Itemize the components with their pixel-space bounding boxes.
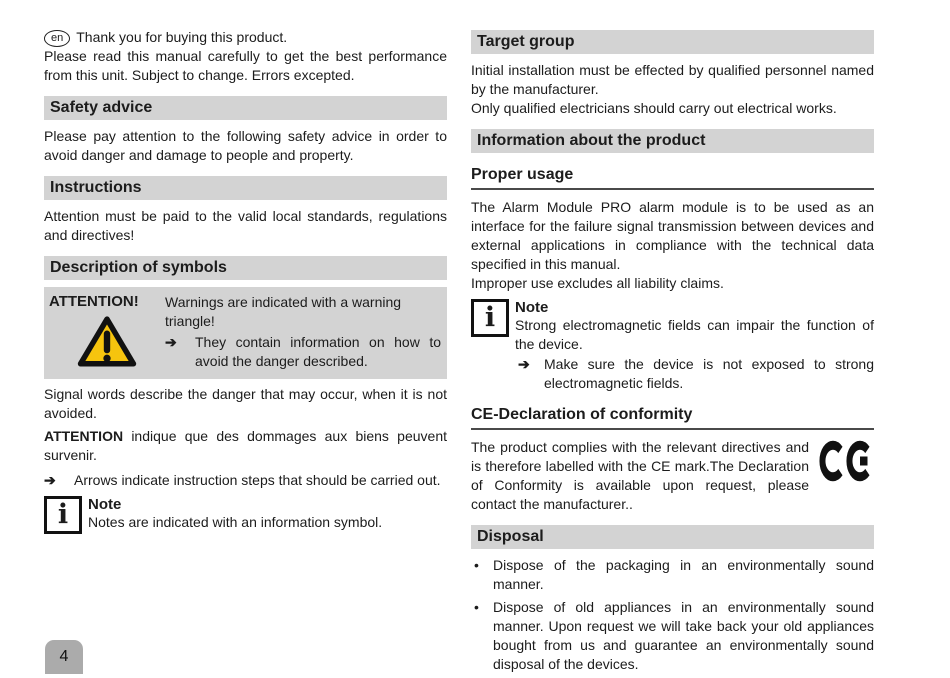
warning-arrow-item xyxy=(165,333,441,371)
arrow-icon: ➔ xyxy=(44,472,56,488)
ce-declaration-text: The product complies with the relevant directives and is therefore labelled with the CE mark.The Declaration of Conformity is available upon request, please contact the manufacturer.. xyxy=(471,439,809,512)
heading-instructions: Instructions xyxy=(44,176,447,200)
info-icon: i xyxy=(471,299,509,337)
attention-fr-label: ATTENTION xyxy=(44,428,124,444)
disposal-bullet-1-text: Dispose of the packaging in an environmentally sound manner. xyxy=(493,557,874,592)
language-badge: en xyxy=(44,30,70,47)
note-title: Note xyxy=(88,496,122,513)
attention-box-text xyxy=(165,293,441,371)
arrow-icon: ➔ xyxy=(518,356,530,372)
signal-words-text: Signal words describe the danger that may occur, when it is not avoided. xyxy=(44,386,447,421)
info-icon: i xyxy=(44,496,82,534)
intro-first-line xyxy=(44,28,447,47)
heading-disposal: Disposal xyxy=(471,525,874,549)
disposal-bullet-2 xyxy=(471,598,874,674)
heading-safety-advice: Safety advice xyxy=(44,96,447,120)
ce-mark-icon xyxy=(819,440,874,482)
bullet-icon: • xyxy=(474,599,479,615)
page-number-tab xyxy=(45,640,83,674)
note-body: Strong electromagnetic fields can impair the function of the device. xyxy=(515,317,874,352)
heading-proper-usage: Proper usage xyxy=(471,163,874,190)
attention-fr-rest: indique que des dommages aux biens peuvent survenir. xyxy=(44,428,447,463)
attention-box xyxy=(44,287,447,379)
safety-advice-text: Please pay attention to the following safety advice in order to avoid danger and damage to people and property. xyxy=(44,128,447,163)
heading-product-information: Information about the product xyxy=(471,129,874,153)
attention-fr-text xyxy=(44,427,447,465)
left-column xyxy=(44,28,447,678)
arrows-instruction-text: Arrows indicate instruction steps that should be carried out. xyxy=(74,472,441,488)
intro-thanks-text: Thank you for buying this product. xyxy=(76,29,288,45)
note-block-symbols xyxy=(44,496,447,534)
warning-triangle-icon xyxy=(76,313,138,369)
instructions-text: Attention must be paid to the valid local standards, regulations and directives! xyxy=(44,208,447,243)
arrow-icon: ➔ xyxy=(165,334,177,350)
intro-body-text: Please read this manual carefully to get the best performance from this unit. Subject to change. Errors excepted. xyxy=(44,48,447,83)
heading-ce-declaration: CE-Declaration of conformity xyxy=(471,403,874,430)
attention-box-left xyxy=(49,293,165,371)
note-content xyxy=(515,299,874,393)
ce-declaration-block xyxy=(471,438,874,514)
disposal-bullet-1 xyxy=(471,556,874,594)
warning-arrow-text: They contain information on how to avoid the danger described. xyxy=(195,334,441,369)
page-number: 4 xyxy=(59,648,69,665)
warning-description: Warnings are indicated with a warning triangle! xyxy=(165,294,402,329)
proper-usage-text-1: The Alarm Module PRO alarm module is to be used as an interface for the failure signal transmission between devices and external applications in compliance with the technical data specified in this manual. xyxy=(471,199,874,272)
target-group-text-2: Only qualified electricians should carry out electrical works. xyxy=(471,100,837,116)
proper-usage-text-2: Improper use excludes all liability claims. xyxy=(471,275,724,291)
note-arrow-item xyxy=(515,355,874,393)
bullet-icon: • xyxy=(474,557,479,573)
right-column xyxy=(471,28,874,678)
note-body: Notes are indicated with an information symbol. xyxy=(88,514,383,530)
arrows-instruction-item xyxy=(44,471,447,490)
heading-description-of-symbols: Description of symbols xyxy=(44,256,447,280)
note-content xyxy=(88,496,447,534)
note-block-emf xyxy=(471,299,874,393)
disposal-bullet-2-text: Dispose of old appliances in an environmentally sound manner. Upon request we will take back your old appliances bought from us and guarantee an environmentally sound disposal of the devices. xyxy=(493,599,874,672)
attention-label: ATTENTION! xyxy=(49,293,139,310)
note-title: Note xyxy=(515,299,549,316)
note-arrow-text: Make sure the device is not exposed to strong electromagnetic fields. xyxy=(544,356,874,391)
heading-target-group: Target group xyxy=(471,30,874,54)
target-group-text-1: Initial installation must be effected by qualified personnel named by the manufacturer. xyxy=(471,62,874,97)
